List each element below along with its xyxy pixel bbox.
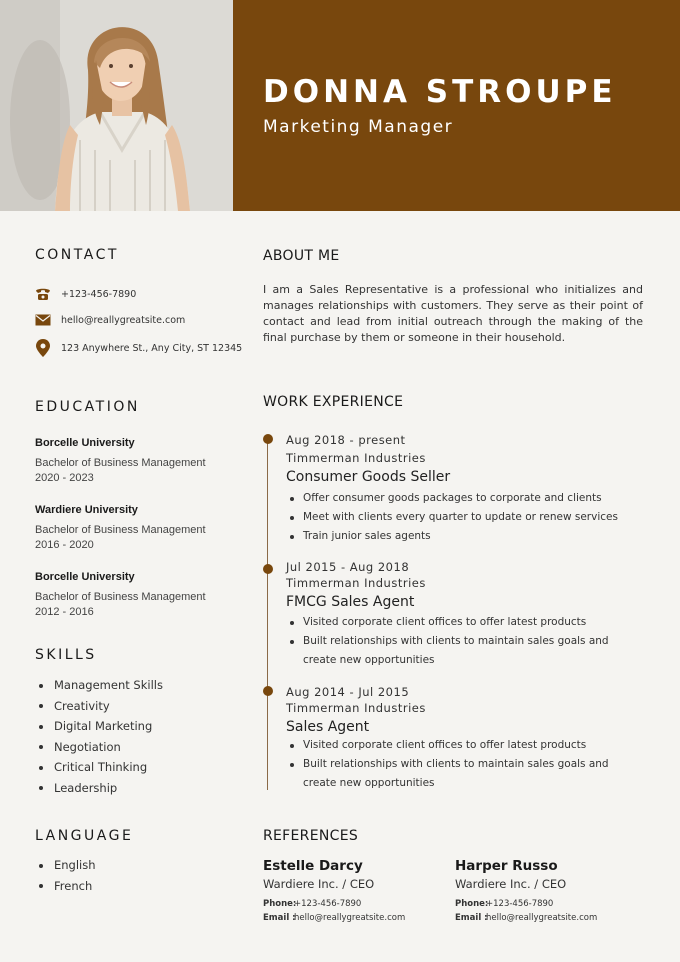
reference-phone-value: +123-456-7890 [486, 899, 554, 909]
job-role: Marketing Manager [263, 117, 454, 137]
contact-phone [35, 285, 136, 303]
job-date: Aug 2014 - Jul 2015 [286, 685, 410, 699]
header-banner [233, 0, 680, 211]
job-duty: Visited corporate client offices to offer latest products [286, 613, 626, 632]
education-degree: Bachelor of Business Management [35, 457, 206, 469]
profile-photo [0, 0, 233, 211]
skill-item: Digital Marketing [35, 716, 163, 737]
timeline-dot [263, 686, 273, 696]
about-heading: ABOUT ME [263, 248, 340, 264]
timeline-dot [263, 434, 273, 444]
full-name: DONNA STROUPE [263, 74, 617, 110]
language-heading: LANGUAGE [35, 828, 134, 844]
language-list [35, 855, 96, 896]
reference-phone [455, 899, 553, 909]
reference-email [263, 913, 405, 923]
portrait-illustration [0, 0, 233, 211]
reference-org: Wardiere Inc. / CEO [263, 877, 375, 891]
timeline-dot [263, 564, 273, 574]
contact-email [35, 311, 185, 329]
job-position: Sales Agent [286, 719, 370, 735]
references-heading: REFERENCES [263, 828, 359, 844]
reference-phone-value: +123-456-7890 [294, 899, 362, 909]
job-position: Consumer Goods Seller [286, 469, 451, 485]
skills-heading: SKILLS [35, 647, 97, 663]
education-school: Wardiere University [35, 504, 138, 516]
job-duty: Meet with clients every quarter to update or renew services [286, 508, 646, 527]
skill-item: Creativity [35, 696, 163, 717]
job-duties [286, 736, 626, 793]
email-label: Email : [263, 913, 296, 923]
contact-phone-text: +123-456-7890 [61, 288, 137, 300]
reference-email-value: hello@reallygreatsite.com [486, 913, 598, 923]
skill-item: Negotiation [35, 737, 163, 758]
skills-list [35, 675, 163, 798]
mail-icon [35, 312, 51, 328]
job-company: Timmerman Industries [286, 576, 426, 590]
education-years: 2016 - 2020 [35, 539, 94, 551]
education-degree: Bachelor of Business Management [35, 591, 206, 603]
education-years: 2020 - 2023 [35, 472, 94, 484]
reference-name: Harper Russo [455, 858, 558, 874]
timeline-line [267, 440, 268, 790]
job-position: FMCG Sales Agent [286, 594, 415, 610]
job-duties [286, 613, 626, 670]
phone-label: Phone: [455, 899, 489, 909]
contact-heading: CONTACT [35, 247, 119, 263]
skill-item: Critical Thinking [35, 757, 163, 778]
work-heading: WORK EXPERIENCE [263, 394, 404, 410]
contact-email-text: hello@reallygreatsite.com [61, 314, 186, 326]
phone-icon [35, 286, 51, 302]
education-years: 2012 - 2016 [35, 606, 94, 618]
job-company: Timmerman Industries [286, 451, 426, 465]
job-duties [286, 489, 646, 546]
language-item: English [35, 855, 96, 876]
job-duty: Train junior sales agents [286, 527, 646, 546]
job-duty: Offer consumer goods packages to corporate and clients [286, 489, 646, 508]
job-duty: Built relationships with clients to maintain sales goals and create new opportunities [286, 632, 626, 670]
reference-phone [263, 899, 361, 909]
email-label: Email : [455, 913, 488, 923]
contact-address [35, 339, 242, 357]
education-heading: EDUCATION [35, 399, 140, 415]
job-duty: Visited corporate client offices to offer latest products [286, 736, 626, 755]
education-degree: Bachelor of Business Management [35, 524, 206, 536]
reference-email-value: hello@reallygreatsite.com [294, 913, 406, 923]
about-text: I am a Sales Representative is a professional who initializes and manages relationships with customers. They serve as their point of contact and lead from initial outreach through the making of the final purchase by them or someone in their household. [263, 283, 643, 344]
skill-item: Leadership [35, 778, 163, 799]
location-pin-icon [35, 340, 51, 356]
job-company: Timmerman Industries [286, 701, 426, 715]
reference-name: Estelle Darcy [263, 858, 363, 874]
contact-address-text: 123 Anywhere St., Any City, ST 12345 [61, 342, 243, 354]
job-date: Aug 2018 - present [286, 433, 406, 447]
education-school: Borcelle University [35, 571, 135, 583]
reference-org: Wardiere Inc. / CEO [455, 877, 567, 891]
resume-header [0, 0, 680, 211]
language-item: French [35, 876, 96, 897]
skill-item: Management Skills [35, 675, 163, 696]
reference-email [455, 913, 597, 923]
phone-label: Phone: [263, 899, 297, 909]
job-duty: Built relationships with clients to maintain sales goals and create new opportunities [286, 755, 626, 793]
job-date: Jul 2015 - Aug 2018 [286, 560, 410, 574]
education-school: Borcelle University [35, 437, 135, 449]
